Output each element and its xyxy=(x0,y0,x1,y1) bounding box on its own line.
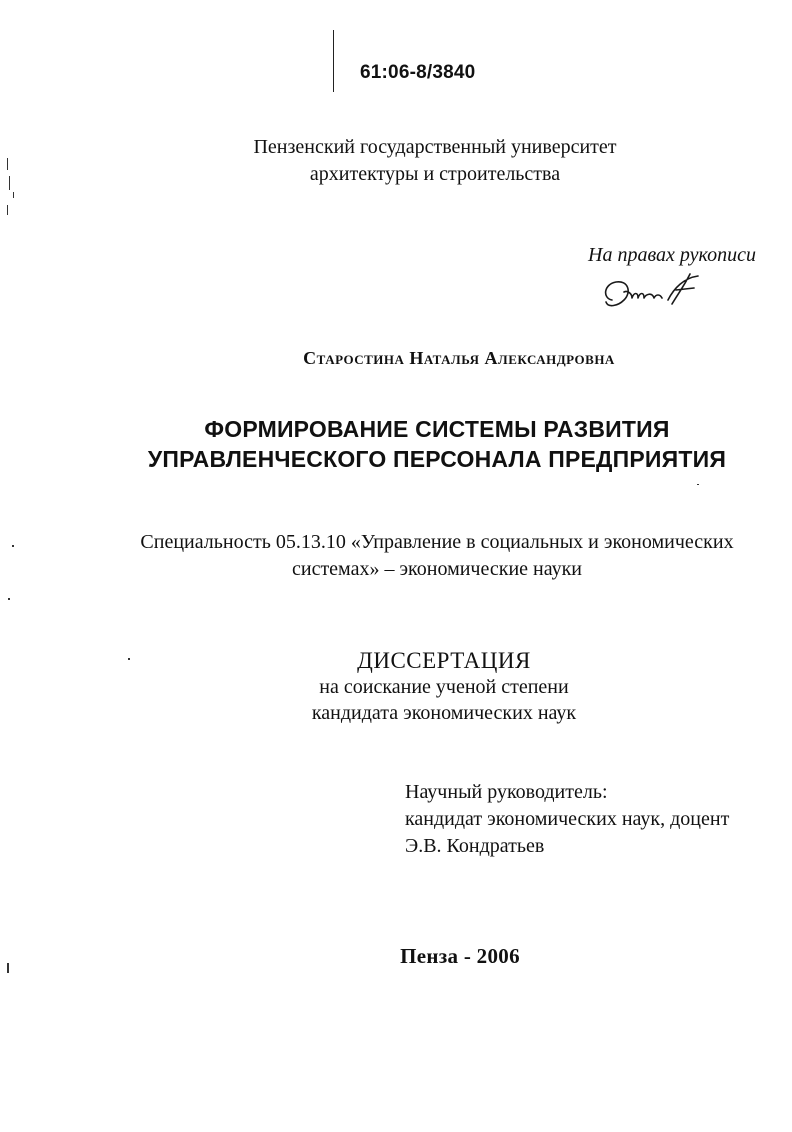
supervisor-block xyxy=(405,779,729,860)
specialty xyxy=(0,529,792,583)
scan-artifact xyxy=(7,205,8,215)
title-line-2: УПРАВЛЕНЧЕСКОГО ПЕРСОНАЛА ПРЕДПРИЯТИЯ xyxy=(147,446,727,472)
specialty-line-2: системах» – экономические науки xyxy=(291,558,583,580)
manuscript-note: На правах рукописи xyxy=(588,244,756,266)
scan-artifact xyxy=(128,658,130,660)
dissertation-line-1: на соискание ученой степени xyxy=(319,676,569,698)
dissertation-type xyxy=(0,648,792,726)
institution-line-1: Пензенский государственный университет xyxy=(253,136,617,158)
scan-artifact xyxy=(12,545,14,547)
dissertation-heading: ДИССЕРТАЦИЯ xyxy=(357,648,531,673)
scan-artifact xyxy=(697,484,699,485)
registration-mark-line xyxy=(333,30,334,92)
city-year: Пенза - 2006 xyxy=(400,944,520,968)
scan-artifact xyxy=(7,158,8,170)
supervisor-degree: кандидат экономических наук, доцент xyxy=(405,808,730,830)
registration-code: 61:06-8/3840 xyxy=(360,62,476,83)
supervisor-name: Э.В. Кондратьев xyxy=(405,835,545,857)
scan-artifact xyxy=(9,176,10,190)
author-name: Старостина Наталья Александровна xyxy=(303,348,615,368)
institution-line-2: архитектуры и строительства xyxy=(309,163,561,185)
scan-artifact xyxy=(13,192,14,198)
title-line-1: ФОРМИРОВАНИЕ СИСТЕМЫ РАЗВИТИЯ xyxy=(204,416,670,442)
signature-icon xyxy=(598,270,708,318)
scan-artifact xyxy=(8,598,10,600)
scan-artifact xyxy=(7,963,9,973)
dissertation-title xyxy=(0,414,792,474)
institution-name xyxy=(0,134,792,188)
dissertation-line-2: кандидата экономических наук xyxy=(311,702,577,724)
supervisor-label: Научный руководитель: xyxy=(405,781,608,803)
specialty-line-1: Специальность 05.13.10 «Управление в социальных и экономических xyxy=(140,531,734,553)
